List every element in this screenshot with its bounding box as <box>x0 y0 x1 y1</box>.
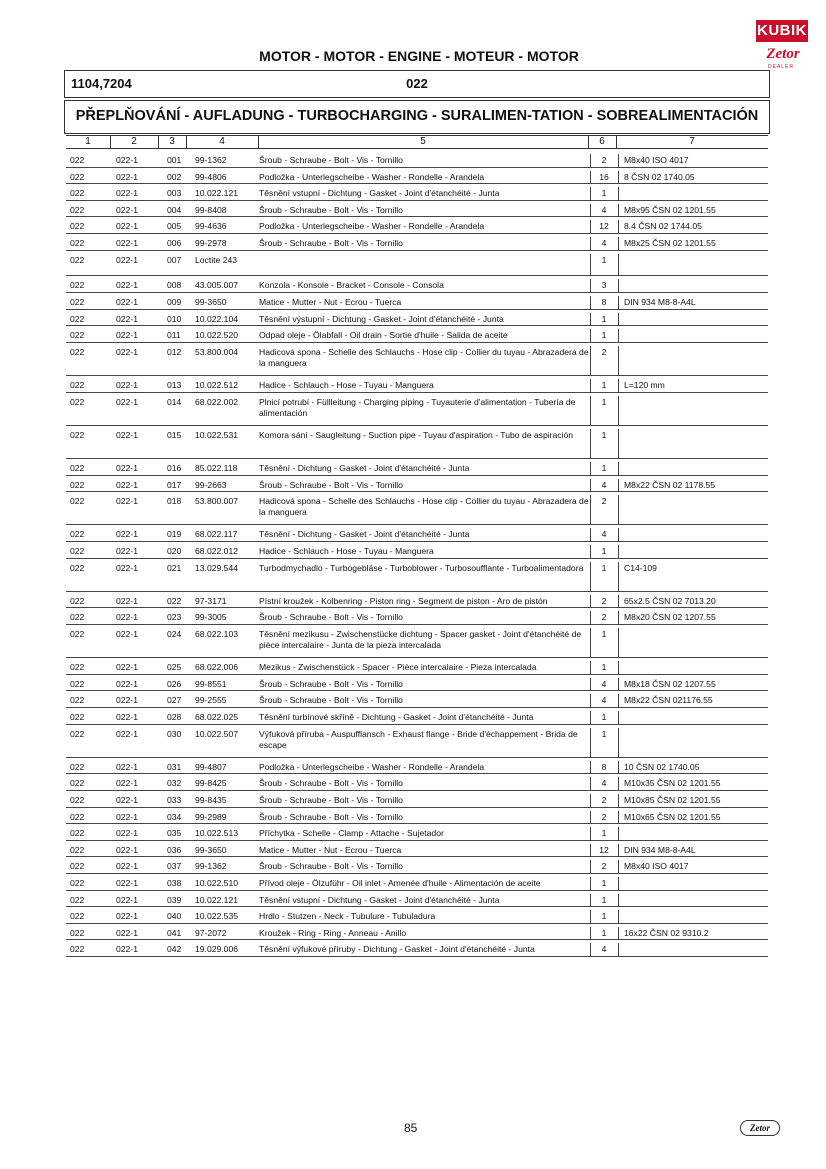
cell-c6: 4 <box>601 529 607 540</box>
cell-c4: 99-8425 <box>195 778 227 789</box>
cell-c1: 022 <box>70 844 85 855</box>
cell-c2: 022-1 <box>116 496 138 507</box>
cell-c4: 10.022.104 <box>195 313 239 324</box>
cell-c6: 1 <box>601 545 607 556</box>
cell-c6: 1 <box>601 254 607 265</box>
cell-c5: Těsnění turbínové skříně - Dichtung - Gasket - Joint d'étanchéité - Junta <box>259 711 534 722</box>
cell-c1: 022 <box>70 479 85 490</box>
cell-c6: 2 <box>601 595 607 606</box>
cell-c1: 022 <box>70 204 85 215</box>
cell-c4: 68.022.117 <box>195 529 238 540</box>
cell-c5: Šroub - Schraube - Bolt - Vis - Tornillo <box>259 678 403 689</box>
cell-c4: 68.022.006 <box>195 662 239 673</box>
cell-c7: M8x25 ČSN 02 1201.55 <box>624 238 716 248</box>
cell-c6: 2 <box>601 346 607 357</box>
cell-c5: Hadicová spona - Schelle des Schlauchs - Hose clip - Collier du tuyau - Abrazadera de la manguera <box>259 346 589 368</box>
cell-c1: 022 <box>70 861 85 872</box>
cell-c6: 2 <box>601 794 607 805</box>
cell-c5: Turbodmychadlo - Turbogebläse - Turboblower - Turbosoufflante - Turboalimentadora <box>259 562 584 573</box>
cell-c1: 022 <box>70 429 85 440</box>
cell-c2: 022-1 <box>116 204 138 215</box>
cell-c6: 1 <box>601 188 607 199</box>
cell-c2: 022-1 <box>116 877 138 888</box>
cell-c4: Loctite 243 <box>195 254 238 265</box>
cell-c2: 022-1 <box>116 911 138 922</box>
cell-c1: 022 <box>70 927 85 938</box>
cell-c1: 022 <box>70 778 85 789</box>
cell-c6: 2 <box>601 811 607 822</box>
cell-c1: 022 <box>70 695 85 706</box>
cell-c1: 022 <box>70 894 85 905</box>
cell-c5: Šroub - Schraube - Bolt - Vis - Tornillo <box>259 794 403 805</box>
cell-c2: 022-1 <box>116 171 138 182</box>
col-1: 1 <box>85 136 91 147</box>
cell-c1: 022 <box>70 728 85 739</box>
cell-c3: 034 <box>167 811 182 822</box>
cell-c2: 022-1 <box>116 595 138 606</box>
cell-c6: 1 <box>601 313 607 324</box>
cell-c7: C14-109 <box>624 562 657 573</box>
cell-c2: 022-1 <box>116 728 138 739</box>
cell-c7: M10x65 ČSN 02 1201.55 <box>624 811 721 822</box>
cell-c4: 99-8551 <box>195 678 227 689</box>
cell-c7: 10 ČSN 02 1740.05 <box>624 761 700 772</box>
cell-c1: 022 <box>70 496 85 507</box>
cell-c2: 022-1 <box>116 238 138 248</box>
cell-c6: 1 <box>601 927 607 938</box>
cell-c2: 022-1 <box>116 188 138 199</box>
cell-c5: Těsnění vstupní - Dichtung - Gasket - Joint d'étanchéité - Junta <box>259 188 500 199</box>
cell-c1: 022 <box>70 346 85 357</box>
cell-c2: 022-1 <box>116 794 138 805</box>
cell-c7: DIN 934 M8-8-A4L <box>624 844 696 855</box>
cell-c5: Šroub - Schraube - Bolt - Vis - Tornillo <box>259 204 403 215</box>
cell-c2: 022-1 <box>116 662 138 673</box>
cell-c6: 4 <box>601 678 607 689</box>
cell-c6: 12 <box>599 221 609 232</box>
cell-c1: 022 <box>70 944 85 955</box>
cell-c4: 10.022.535 <box>195 911 239 922</box>
cell-c5: Komora sání - Saugleitung - Suction pipe - Tuyau d'aspiration - Tubo de aspiración <box>259 429 574 440</box>
cell-c7: L=120 mm <box>624 379 665 390</box>
cell-c7: 8.4 ČSN 02 1744.05 <box>624 221 702 232</box>
cell-c3: 022 <box>167 595 182 606</box>
cell-c7: 65x2.5 ČSN 02 7013.20 <box>624 595 716 606</box>
logo-sub: Zetor <box>766 46 800 62</box>
cell-c5: Hrdlo - Stutzen - Neck - Tubulure - Tubuladura <box>259 911 436 922</box>
col-5: 5 <box>420 136 426 147</box>
cell-c1: 022 <box>70 612 85 623</box>
cell-c4: 10.022.520 <box>195 330 239 341</box>
cell-c4: 13.029.544 <box>195 562 239 573</box>
cell-c3: 035 <box>167 828 182 839</box>
cell-c1: 022 <box>70 313 85 324</box>
cell-c4: 53.800.004 <box>195 346 239 357</box>
cell-c5: Podložka - Unterlegscheibe - Washer - Rondelle - Arandela <box>259 761 485 772</box>
cell-c5: Přívod oleje - Ölzuführ - Oil inlet - Amenée d'huile - Alimentación de aceite <box>259 877 541 888</box>
cell-c6: 4 <box>601 695 607 706</box>
cell-c1: 022 <box>70 595 85 606</box>
cell-c6: 12 <box>599 844 609 855</box>
cell-c7: M10x85 ČSN 02 1201.55 <box>624 794 721 805</box>
cell-c3: 020 <box>167 545 182 556</box>
group-code: 022 <box>406 76 428 91</box>
cell-c2: 022-1 <box>116 844 138 855</box>
cell-c2: 022-1 <box>116 944 138 955</box>
cell-c5: Podložka - Unterlegscheibe - Washer - Rondelle - Arandela <box>259 171 485 182</box>
cell-c1: 022 <box>70 155 85 165</box>
cell-c3: 042 <box>167 944 182 955</box>
cell-c4: 68.022.103 <box>195 628 239 639</box>
cell-c2: 022-1 <box>116 479 138 490</box>
cell-c2: 022-1 <box>116 545 138 556</box>
cell-c4: 99-3650 <box>195 844 227 855</box>
col-4: 4 <box>219 136 225 147</box>
cell-c5: Těsnění vstupní - Dichtung - Gasket - Joint d'étanchéité - Junta <box>259 894 500 905</box>
col-6: 6 <box>599 136 605 147</box>
cell-c6: 1 <box>601 379 607 390</box>
cell-c5: Matice - Mutter - Nut - Ecrou - Tuerca <box>259 296 402 307</box>
cell-c1: 022 <box>70 296 85 307</box>
cell-c2: 022-1 <box>116 221 138 232</box>
cell-c6: 1 <box>601 330 607 341</box>
model-code: 1104,7204 <box>71 76 132 91</box>
cell-c2: 022-1 <box>116 811 138 822</box>
cell-c4: 10.022.510 <box>195 877 239 888</box>
cell-c1: 022 <box>70 877 85 888</box>
cell-c3: 038 <box>167 877 182 888</box>
cell-c2: 022-1 <box>116 711 138 722</box>
cell-c1: 022 <box>70 761 85 772</box>
cell-c1: 022 <box>70 529 85 540</box>
col-7: 7 <box>689 136 695 147</box>
cell-c6: 1 <box>601 662 607 673</box>
cell-c7: M8x22 ČSN 02 1178.55 <box>624 479 716 490</box>
cell-c1: 022 <box>70 911 85 922</box>
cell-c6: 1 <box>601 628 607 639</box>
cell-c5: Konzola - Konsole - Bracket - Console - Consola <box>259 280 444 291</box>
cell-c2: 022-1 <box>116 562 138 573</box>
logo-dealer: DEALER <box>768 64 795 70</box>
cell-c5: Pístní kroužek - Kolbenring - Piston ring - Segment de piston - Aro de pistón <box>259 595 548 606</box>
cell-c5: Šroub - Schraube - Bolt - Vis - Tornillo <box>259 238 403 248</box>
cell-c4: 99-2989 <box>195 811 227 822</box>
cell-c1: 022 <box>70 794 85 805</box>
cell-c6: 1 <box>601 877 607 888</box>
section-title: PŘEPLŇOVÁNÍ - AUFLADUNG - TURBOCHARGING - SURALIMEN-TATION - SOBREALIMENTACIÓN <box>75 108 759 124</box>
cell-c1: 022 <box>70 379 85 390</box>
cell-c5: Těsnění - Dichtung - Gasket - Joint d'étanchéité - Junta <box>259 529 470 540</box>
cell-c3: 039 <box>167 894 182 905</box>
cell-c6: 2 <box>601 155 607 165</box>
cell-c5: Výfuková příruba - Auspufflansch - Exhaust flange - Bride d'échappement - Brida de escape <box>259 728 578 750</box>
cell-c2: 022-1 <box>116 894 138 905</box>
cell-c5: Šroub - Schraube - Bolt - Vis - Tornillo <box>259 695 403 706</box>
cell-c3: 001 <box>167 155 182 165</box>
cell-c6: 3 <box>601 280 607 291</box>
cell-c2: 022-1 <box>116 346 138 357</box>
cell-c1: 022 <box>70 711 85 722</box>
cell-c3: 009 <box>167 296 182 307</box>
col-3: 3 <box>169 136 175 147</box>
cell-c3: 041 <box>167 927 182 938</box>
page-title: MOTOR - MOTOR - ENGINE - MOTEUR - MOTOR <box>259 48 579 64</box>
cell-c3: 003 <box>167 188 182 199</box>
cell-c4: 99-1362 <box>195 861 227 872</box>
cell-c3: 008 <box>167 280 182 291</box>
cell-c3: 026 <box>167 678 182 689</box>
cell-c2: 022-1 <box>116 678 138 689</box>
page-number: 85 <box>404 1121 418 1135</box>
cell-c1: 022 <box>70 171 85 182</box>
cell-c3: 030 <box>167 728 182 739</box>
cell-c5: Těsnění výstupní - Dichtung - Gasket - Joint d'étanchéité - Junta <box>259 313 504 324</box>
cell-c7: 16x22 ČSN 02 9310.2 <box>624 927 709 938</box>
cell-c6: 4 <box>601 944 607 955</box>
cell-c6: 1 <box>601 894 607 905</box>
cell-c3: 021 <box>167 562 182 573</box>
cell-c3: 014 <box>167 396 182 407</box>
cell-c1: 022 <box>70 662 85 673</box>
cell-c5: Šroub - Schraube - Bolt - Vis - Tornillo <box>259 778 403 789</box>
cell-c2: 022-1 <box>116 396 138 407</box>
cell-c4: 99-4806 <box>195 171 227 182</box>
cell-c1: 022 <box>70 188 85 199</box>
cell-c7: M8x20 ČSN 02 1207.55 <box>624 612 716 623</box>
cell-c3: 002 <box>167 171 182 182</box>
cell-c6: 1 <box>601 562 607 573</box>
cell-c3: 004 <box>167 204 182 215</box>
cell-c5: Podložka - Unterlegscheibe - Washer - Rondelle - Arandela <box>259 221 485 232</box>
cell-c7: M8x22 ČSN 021176.55 <box>624 695 713 706</box>
cell-c1: 022 <box>70 628 85 639</box>
cell-c1: 022 <box>70 678 85 689</box>
cell-c2: 022-1 <box>116 778 138 789</box>
cell-c7: 8 ČSN 02 1740.05 <box>624 171 695 182</box>
cell-c6: 1 <box>601 911 607 922</box>
cell-c4: 10.022.531 <box>195 429 239 440</box>
cell-c2: 022-1 <box>116 529 138 540</box>
cell-c4: 99-4807 <box>195 761 227 772</box>
cell-c3: 018 <box>167 496 182 507</box>
cell-c4: 99-2978 <box>195 238 227 248</box>
cell-c5: Šroub - Schraube - Bolt - Vis - Tornillo <box>259 811 403 822</box>
cell-c2: 022-1 <box>116 612 138 623</box>
cell-c3: 017 <box>167 479 182 490</box>
cell-c1: 022 <box>70 562 85 573</box>
cell-c4: 97-3171 <box>195 595 227 606</box>
cell-c2: 022-1 <box>116 379 138 390</box>
cell-c4: 99-8408 <box>195 204 227 215</box>
cell-c4: 99-3650 <box>195 296 227 307</box>
cell-c5: Těsnění mezikusu - Zwischenstücke dichtung - Spacer gasket - Joint d'étanchéité de pièce intercalaire - Junta de la pieza intercalada <box>259 628 582 650</box>
cell-c6: 4 <box>601 238 607 248</box>
cell-c3: 036 <box>167 844 182 855</box>
cell-c3: 028 <box>167 711 182 722</box>
cell-c5: Příchytka - Schelle - Clamp - Attache - Sujetador <box>259 828 444 839</box>
cell-c5: Hadice - Schlauch - Hose - Tuyau - Manguera <box>259 545 434 556</box>
cell-c6: 8 <box>601 761 607 772</box>
cell-c4: 85.022.118 <box>195 462 238 473</box>
cell-c4: 68.022.025 <box>195 711 239 722</box>
cell-c3: 037 <box>167 861 182 872</box>
cell-c3: 023 <box>167 612 182 623</box>
cell-c6: 8 <box>601 296 607 307</box>
cell-c5: Těsnění výfukové příruby - Dichtung - Gasket - Joint d'étanchéité - Junta <box>259 944 535 955</box>
cell-c4: 99-3005 <box>195 612 227 623</box>
cell-c2: 022-1 <box>116 828 138 839</box>
cell-c4: 10.022.513 <box>195 828 239 839</box>
cell-c4: 43.005.007 <box>195 280 239 291</box>
cell-c6: 1 <box>601 711 607 722</box>
cell-c1: 022 <box>70 221 85 232</box>
cell-c1: 022 <box>70 238 85 248</box>
cell-c3: 006 <box>167 238 182 248</box>
cell-c2: 022-1 <box>116 330 138 341</box>
cell-c3: 011 <box>167 330 181 341</box>
cell-c5: Těsnění - Dichtung - Gasket - Joint d'étanchéité - Junta <box>259 462 470 473</box>
cell-c1: 022 <box>70 280 85 291</box>
cell-c3: 015 <box>167 429 182 440</box>
cell-c2: 022-1 <box>116 254 138 265</box>
cell-c4: 99-8435 <box>195 794 227 805</box>
cell-c7: M8x40 ISO 4017 <box>624 861 689 872</box>
cell-c3: 016 <box>167 462 182 473</box>
cell-c5: Hadice - Schlauch - Hose - Tuyau - Manguera <box>259 379 434 390</box>
cell-c5: Hadicová spona - Schelle des Schlauchs - Hose clip - Collier du tuyau - Abrazadera de la manguera <box>259 496 589 518</box>
cell-c2: 022-1 <box>116 861 138 872</box>
cell-c1: 022 <box>70 396 85 407</box>
cell-c2: 022-1 <box>116 462 138 473</box>
cell-c7: DIN 934 M8-8-A4L <box>624 296 696 307</box>
cell-c6: 4 <box>601 479 607 490</box>
cell-c2: 022-1 <box>116 313 138 324</box>
cell-c6: 1 <box>601 828 607 839</box>
cell-c2: 022-1 <box>116 280 138 291</box>
cell-c5: Kroužek - Ring - Ring - Anneau - Anillo <box>259 927 407 938</box>
cell-c4: 19.029.006 <box>195 944 239 955</box>
cell-c6: 1 <box>601 429 607 440</box>
cell-c4: 10.022.512 <box>195 379 239 390</box>
cell-c2: 022-1 <box>116 761 138 772</box>
logo-brand: KUBIK <box>756 20 808 42</box>
cell-c1: 022 <box>70 545 85 556</box>
cell-c7: M8x95 ČSN 02 1201.55 <box>624 204 716 215</box>
cell-c6: 2 <box>601 612 607 623</box>
cell-c6: 16 <box>599 171 609 182</box>
cell-c1: 022 <box>70 254 85 265</box>
cell-c4: 99-1362 <box>195 155 227 165</box>
cell-c6: 2 <box>601 496 607 507</box>
cell-c6: 2 <box>601 861 607 872</box>
cell-c5: Mezikus - Zwischenstück - Spacer - Pièce intercalaire - Pieza intercalada <box>259 662 537 673</box>
cell-c3: 013 <box>167 379 182 390</box>
cell-c7: M8x18 ČSN 02 1207.55 <box>624 678 716 689</box>
cell-c3: 019 <box>167 529 182 540</box>
cell-c7: M8x40 ISO 4017 <box>624 155 689 165</box>
cell-c6: 1 <box>601 728 607 739</box>
cell-c6: 4 <box>601 778 607 789</box>
cell-c6: 1 <box>601 462 607 473</box>
cell-c1: 022 <box>70 828 85 839</box>
cell-c5: Odpad oleje - Ölabfall - Oil drain - Sortie d'huile - Salida de aceite <box>259 330 508 341</box>
cell-c3: 012 <box>167 346 182 357</box>
cell-c4: 10.022.121 <box>195 894 239 905</box>
cell-c2: 022-1 <box>116 927 138 938</box>
cell-c5: Šroub - Schraube - Bolt - Vis - Tornillo <box>259 861 403 872</box>
cell-c2: 022-1 <box>116 296 138 307</box>
cell-c3: 027 <box>167 695 182 706</box>
cell-c3: 005 <box>167 221 182 232</box>
cell-c4: 99-2663 <box>195 479 227 490</box>
cell-c3: 024 <box>167 628 182 639</box>
cell-c3: 031 <box>167 761 182 772</box>
cell-c4: 10.022.121 <box>195 188 239 199</box>
footer-logo: Zetor <box>740 1120 780 1136</box>
cell-c4: 10.022.507 <box>195 728 239 739</box>
cell-c1: 022 <box>70 330 85 341</box>
cell-c3: 040 <box>167 911 182 922</box>
cell-c4: 68.022.002 <box>195 396 239 407</box>
cell-c3: 010 <box>167 313 182 324</box>
cell-c6: 4 <box>601 204 607 215</box>
cell-c6: 1 <box>601 396 607 407</box>
cell-c2: 022-1 <box>116 155 138 165</box>
cell-c2: 022-1 <box>116 695 138 706</box>
cell-c2: 022-1 <box>116 628 138 639</box>
cell-c1: 022 <box>70 462 85 473</box>
cell-c5: Šroub - Schraube - Bolt - Vis - Tornillo <box>259 612 403 623</box>
cell-c4: 53.800.007 <box>195 496 239 507</box>
cell-c4: 68.022.012 <box>195 545 239 556</box>
cell-c2: 022-1 <box>116 429 138 440</box>
cell-c4: 99-2555 <box>195 695 227 706</box>
cell-c4: 97-2072 <box>195 927 227 938</box>
cell-c3: 007 <box>167 254 182 265</box>
cell-c5: Šroub - Schraube - Bolt - Vis - Tornillo <box>259 479 403 490</box>
cell-c4: 99-4636 <box>195 221 227 232</box>
cell-c5: Matice - Mutter - Nut - Ecrou - Tuerca <box>259 844 402 855</box>
cell-c3: 025 <box>167 662 182 673</box>
col-2: 2 <box>131 136 137 147</box>
cell-c5: Plnicí potrubí - Füllleitung - Charging piping - Tuyauterie d'alimentation - Tubería de alimentación <box>259 396 576 418</box>
cell-c3: 033 <box>167 794 182 805</box>
cell-c7: M10x35 ČSN 02 1201.55 <box>624 778 721 789</box>
cell-c3: 032 <box>167 778 182 789</box>
cell-c1: 022 <box>70 811 85 822</box>
cell-c5: Šroub - Schraube - Bolt - Vis - Tornillo <box>259 155 403 165</box>
